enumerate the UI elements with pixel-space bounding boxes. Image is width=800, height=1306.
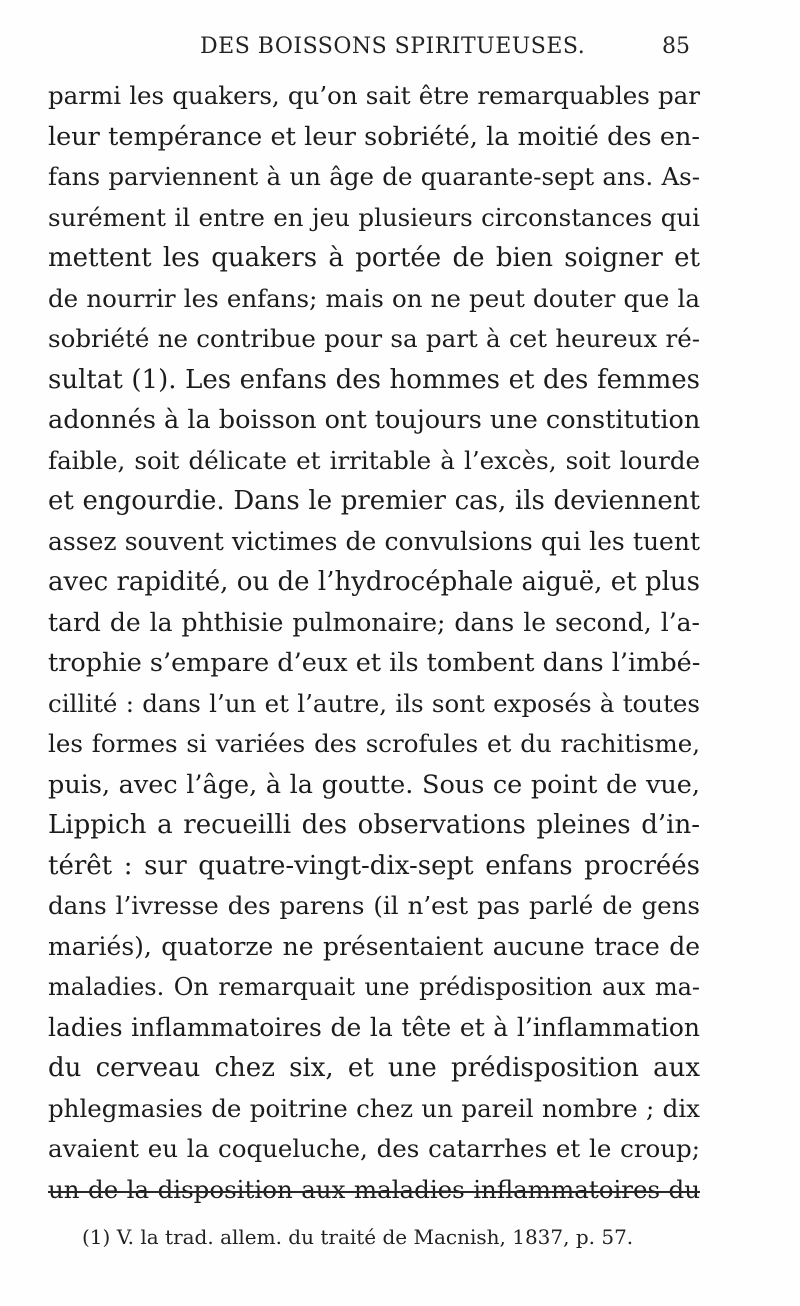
text-line: térêt : sur quatre-vingt-dix-sept enfans procréés — [48, 850, 700, 881]
text-line: tard de la phthisie pulmonaire; dans le second, l’a- — [48, 607, 700, 637]
text-line: avec rapidité, ou de l’hydrocéphale aiguë, et plus — [48, 567, 700, 597]
text-line: sultat (1). Les enfans des hommes et des femmes — [48, 364, 700, 395]
text-line: adonnés à la boisson ont toujours une constitution — [48, 405, 701, 435]
text-line: mariés), quatorze ne présentaient aucune trace de — [48, 931, 700, 961]
body-text — [48, 76, 700, 1210]
text-line: surément il entre en jeu plusieurs circonstances qui — [48, 202, 700, 232]
text-line: sobriété ne contribue pour sa part à cet heureux ré- — [48, 324, 700, 353]
text-line: ladies inflammatoires de la tête et à l’inflammation — [48, 1012, 700, 1042]
text-line: et engourdie. Dans le premier cas, ils deviennent — [48, 486, 700, 516]
text-line: cillité : dans l’un et l’autre, ils sont exposés à toutes — [48, 688, 700, 718]
text-line: Lippich a recueilli des observations pleines d’in- — [48, 810, 700, 840]
page-number: 85 — [662, 34, 690, 59]
text-line: avaient eu la coqueluche, des catarrhes et le croup; — [48, 1134, 700, 1163]
text-line: fans parviennent à un âge de quarante-sept ans. As- — [48, 162, 700, 191]
text-line: parmi les quakers, qu’on sait être remarquables par — [48, 81, 700, 110]
footnote-divider — [48, 1191, 700, 1193]
text-line: faible, soit délicate et irritable à l’excès, soit lourde — [48, 445, 700, 475]
text-line: les formes si variées des scrofules et du rachitisme, — [48, 729, 700, 758]
text-line: leur tempérance et leur sobriété, la moitié des en- — [48, 121, 700, 152]
text-line: phlegmasies de poitrine chez un pareil nombre ; dix — [48, 1093, 700, 1123]
footnote: (1) V. la trad. allem. du traité de Macnish, 1837, p. 57. — [82, 1225, 634, 1249]
text-line: dans l’ivresse des parens (il n’est pas parlé de gens — [48, 891, 700, 920]
page-header — [50, 34, 690, 70]
text-line: maladies. On remarquait une prédisposition aux ma- — [48, 973, 700, 1001]
text-line: mettent les quakers à portée de bien soigner et — [48, 243, 700, 273]
text-line: puis, avec l’âge, à la goutte. Sous ce point de vue, — [48, 769, 700, 800]
text-line: trophie s’empare d’eux et ils tombent dans l’imbé- — [48, 648, 701, 678]
text-line: de nourrir les enfans; mais on ne peut douter que la — [48, 283, 700, 313]
running-head: DES BOISSONS SPIRITUEUSES. — [200, 34, 586, 59]
text-line: un de la disposition aux maladies inflammatoires du — [48, 1174, 700, 1204]
text-line: du cerveau chez six, et une prédisposition aux — [48, 1053, 700, 1083]
text-line: assez souvent victimes de convulsions qui les tuent — [48, 526, 700, 556]
